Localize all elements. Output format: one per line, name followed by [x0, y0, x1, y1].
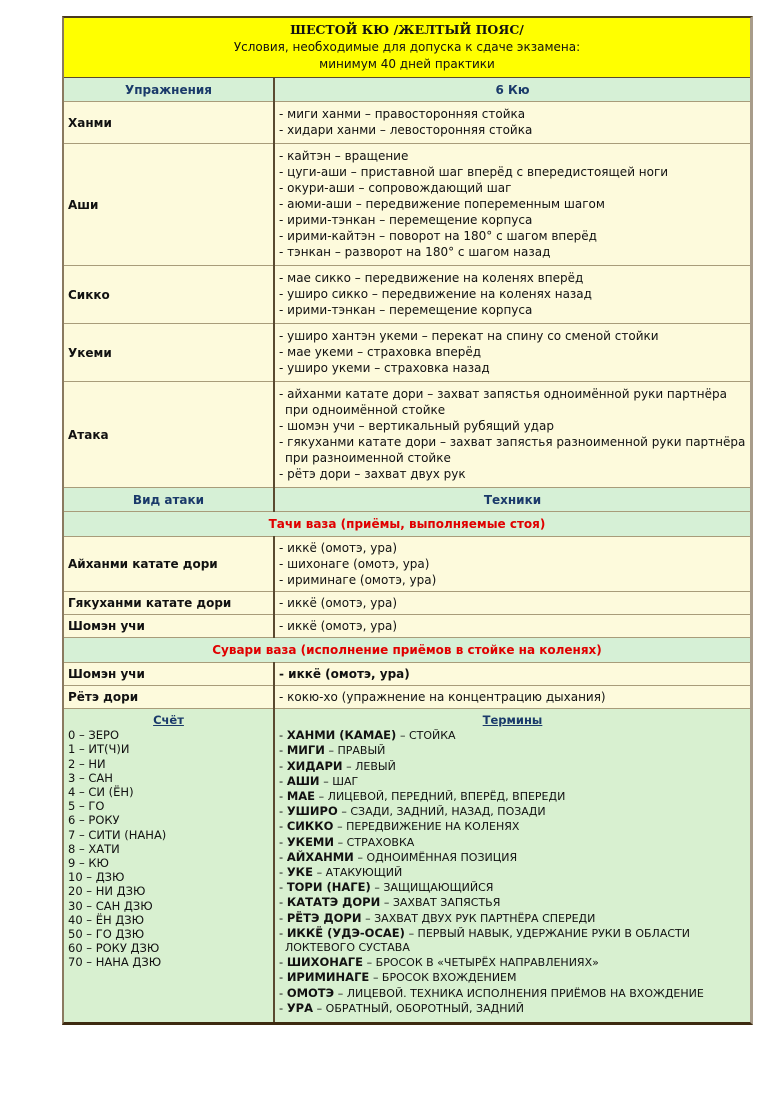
row-label: Атака [64, 382, 274, 488]
term-item: - УШИРО – СЗАДИ, ЗАДНИЙ, НАЗАД, ПОЗАДИ [279, 804, 546, 819]
page-title: ШЕСТОЙ КЮ /ЖЕЛТЫЙ ПОЯС/ [290, 22, 524, 37]
term-name: ХИДАРИ [286, 758, 343, 773]
term-definition: – СТОЙКА [399, 729, 456, 743]
count-item: 30 – САН ДЗЮ [68, 898, 153, 913]
list-item: - шомэн учи – вертикальный рубящий удар [279, 419, 554, 433]
row-items [274, 686, 750, 709]
term-item: - ИРИМИНАГЕ – БРОСОК ВХОЖДЕНИЕМ [279, 970, 517, 985]
list-item: - гякуханми катате дори – захват запястья разноименной руки партнёра [279, 435, 746, 449]
term-item: - ОМОТЭ – ЛИЦЕВОЙ. ТЕХНИКА ИСПОЛНЕНИЯ ПРИЁМОВ НА ВХОЖДЕНИЕ [279, 985, 704, 1000]
term-definition: – АТАКУЮЩИЙ [316, 866, 403, 880]
term-name: КАТАТЭ ДОРИ [286, 895, 381, 910]
count-item: 70 – НАНА ДЗЮ [68, 955, 162, 970]
term-name: МАЕ [286, 789, 316, 804]
terms-column [274, 709, 750, 1023]
glossary-row [64, 709, 750, 1023]
count-item: 50 – ГО ДЗЮ [68, 927, 145, 942]
table-row [64, 686, 750, 709]
term-name: УРА [286, 1000, 314, 1015]
table-row [64, 382, 750, 488]
list-item: - ириминаге (омотэ, ура) [279, 573, 437, 587]
row-items [274, 537, 750, 592]
table-row [64, 592, 750, 615]
count-item: 0 – ЗЕРО [68, 728, 120, 743]
term-name: ШИХОНАГЕ [286, 955, 363, 970]
list-item: - айханми катате дори – захват запястья одноимённой руки партнёра [279, 387, 727, 401]
count-item: 9 – КЮ [68, 856, 109, 871]
term-item: - УКЕМИ – СТРАХОВКА [279, 834, 415, 849]
term-item: - КАТАТЭ ДОРИ – ЗАХВАТ ЗАПЯСТЬЯ [279, 895, 501, 910]
table-row [64, 615, 750, 638]
techniques-header-row-right: Техники [274, 488, 750, 512]
list-item: - хидари ханми – левосторонняя стойка [279, 123, 533, 137]
term-name: РЁТЭ ДОРИ [286, 910, 362, 925]
list-item: - иккё (омотэ, ура) [279, 667, 410, 681]
list-item: - ирими-кайтэн – поворот на 180° с шагом вперёд [279, 229, 597, 243]
row-label: Ханми [64, 102, 274, 144]
list-item: - тэнкан – разворот на 180° с шагом назад [279, 245, 551, 259]
term-name: ХАНМИ (КАМАЕ) [286, 728, 397, 743]
term-name: УКЕ [286, 865, 313, 880]
term-item: - ИККЁ (УДЭ-ОСАЕ) – ПЕРВЫЙ НАВЫК, УДЕРЖАНИЕ РУКИ В ОБЛАСТИ [279, 925, 690, 940]
term-continuation: ЛОКТЕВОГО СУСТАВА [285, 941, 410, 955]
row-items [274, 266, 750, 324]
table-row [64, 324, 750, 382]
row-label: Сикко [64, 266, 274, 324]
count-column [64, 709, 274, 1023]
terms-title: Термины [482, 713, 543, 727]
row-label: Укеми [64, 324, 274, 382]
term-definition: – ЛИЦЕВОЙ. ТЕХНИКА ИСПОЛНЕНИЯ ПРИЁМОВ НА ВХОЖДЕНИЕ [337, 986, 704, 1000]
list-item: при разноименной стойке [285, 451, 451, 465]
list-item: - кайтэн – вращение [279, 149, 409, 163]
table-row [64, 266, 750, 324]
row-label: Шомэн учи [64, 663, 274, 686]
count-item: 8 – ХАТИ [68, 841, 120, 856]
table-row [64, 144, 750, 266]
section-title: Тачи ваза (приёмы, выполняемые стоя) [64, 512, 750, 537]
list-item: - кокю-хо (упражнение на концентрацию дыхания) [279, 690, 606, 704]
list-item: - ирими-тэнкан – перемещение корпуса [279, 303, 533, 317]
count-item: 2 – НИ [68, 756, 106, 771]
list-item: - иккё (омотэ, ура) [279, 596, 398, 610]
suwari-waza-section [64, 638, 750, 663]
count-item: 60 – РОКУ ДЗЮ [68, 941, 160, 956]
table-row [64, 537, 750, 592]
term-name: АШИ [286, 773, 320, 788]
count-item: 20 – НИ ДЗЮ [68, 884, 146, 899]
subtitle-line-1: Условия, необходимые для допуска к сдаче экзамена: [233, 40, 581, 54]
row-label: Айханми катате дори [64, 537, 274, 592]
term-item: - УКЕ – АТАКУЮЩИЙ [279, 865, 403, 880]
term-definition: – ПЕРВЫЙ НАВЫК, УДЕРЖАНИЕ РУКИ В ОБЛАСТИ [408, 926, 690, 940]
exercises-header-row [64, 78, 750, 102]
term-item: - РЁТЭ ДОРИ – ЗАХВАТ ДВУХ РУК ПАРТНЁРА СПЕРЕДИ [279, 910, 596, 925]
count-title: Счёт [153, 713, 184, 727]
term-definition: – ЗАХВАТ ДВУХ РУК ПАРТНЁРА СПЕРЕДИ [365, 911, 596, 925]
term-item: - ТОРИ (НАГЕ) – ЗАЩИЩАЮЩИЙСЯ [279, 880, 494, 895]
term-name: ОМОТЭ [286, 985, 335, 1000]
row-label: Гякуханми катате дори [64, 592, 274, 615]
count-item: 7 – СИТИ (НАНА) [68, 827, 167, 842]
term-name: СИККО [286, 819, 334, 834]
term-item: - МИГИ – ПРАВЫЙ [279, 743, 386, 758]
term-definition: – БРОСОК В «ЧЕТЫРЁХ НАПРАВЛЕНИЯХ» [366, 956, 599, 970]
term-definition: – ПЕРЕДВИЖЕНИЕ НА КОЛЕНЯХ [337, 820, 520, 834]
term-name: УШИРО [286, 804, 338, 819]
term-name: АЙХАНМИ [286, 849, 354, 864]
list-item: - шихонаге (омотэ, ура) [279, 557, 430, 571]
tachi-waza-section [64, 512, 750, 537]
list-item: - уширо укеми – страховка назад [279, 361, 490, 375]
section-title: Сувари ваза (исполнение приёмов в стойке на коленях) [64, 638, 750, 663]
term-name: МИГИ [286, 743, 325, 758]
row-label: Рётэ дори [64, 686, 274, 709]
row-items [274, 102, 750, 144]
requirements-table [64, 18, 750, 1022]
count-item: 6 – РОКУ [68, 813, 120, 828]
row-items [274, 382, 750, 488]
row-items [274, 144, 750, 266]
count-item: 10 – ДЗЮ [68, 870, 125, 885]
count-item: 3 – САН [68, 770, 113, 785]
term-definition: – СЗАДИ, ЗАДНИЙ, НАЗАД, ПОЗАДИ [341, 805, 546, 819]
row-items [274, 592, 750, 615]
term-item: - УРА – ОБРАТНЫЙ, ОБОРОТНЫЙ, ЗАДНИЙ [279, 1000, 524, 1015]
list-item: - уширо хантэн укеми – перекат на спину со сменой стойки [279, 329, 659, 343]
exam-requirements-sheet [62, 16, 753, 1025]
term-definition: – СТРАХОВКА [337, 835, 415, 849]
count-item: 5 – ГО [68, 799, 105, 814]
term-definition: – ОДНОИМЁННАЯ ПОЗИЦИЯ [357, 850, 518, 864]
exercises-header-left: Упражнения [64, 78, 274, 102]
row-label: Аши [64, 144, 274, 266]
count-item: 1 – ИТ(Ч)И [68, 742, 130, 757]
term-item: - МАЕ – ЛИЦЕВОЙ, ПЕРЕДНИЙ, ВПЕРЁД, ВПЕРЕДИ [279, 789, 566, 804]
list-item: - цуги-аши – приставной шаг вперёд с впередистоящей ноги [279, 165, 669, 179]
list-item: - рётэ дори – захват двух рук [279, 467, 466, 481]
list-item: - ирими-тэнкан – перемещение корпуса [279, 213, 533, 227]
subtitle-line-2: минимум 40 дней практики [319, 57, 495, 71]
table-row [64, 102, 750, 144]
term-definition: – БРОСОК ВХОЖДЕНИЕМ [372, 971, 517, 985]
term-definition: – ЛЕВЫЙ [346, 759, 396, 773]
term-name: УКЕМИ [286, 834, 335, 849]
list-item: - иккё (омотэ, ура) [279, 541, 398, 555]
term-item: - ШИХОНАГЕ – БРОСОК В «ЧЕТЫРЁХ НАПРАВЛЕНИЯХ» [279, 955, 599, 970]
term-item: - ХАНМИ (КАМАЕ) – СТОЙКА [279, 728, 456, 743]
count-item: 40 – ЁН ДЗЮ [68, 912, 145, 927]
term-name: ИРИМИНАГЕ [286, 970, 370, 985]
term-definition: – ЗАЩИЩАЮЩИЙСЯ [374, 881, 494, 895]
row-items [274, 663, 750, 686]
term-item: - СИККО – ПЕРЕДВИЖЕНИЕ НА КОЛЕНЯХ [279, 819, 520, 834]
list-item: - уширо сикко – передвижение на коленях назад [279, 287, 592, 301]
row-items [274, 615, 750, 638]
list-item: - аюми-аши – передвижение попеременным шагом [279, 197, 605, 211]
title-cell [64, 18, 750, 78]
count-item: 4 – СИ (ЁН) [68, 785, 134, 800]
term-name: ИККЁ (УДЭ-ОСАЕ) [286, 925, 405, 940]
term-item: - АЙХАНМИ – ОДНОИМЁННАЯ ПОЗИЦИЯ [279, 849, 518, 864]
term-item: - АШИ – ШАГ [279, 773, 359, 788]
list-item: - иккё (омотэ, ура) [279, 619, 398, 633]
techniques-header-row [64, 488, 750, 512]
term-definition: – ЗАХВАТ ЗАПЯСТЬЯ [383, 896, 501, 910]
list-item: - миги ханми – правосторонняя стойка [279, 107, 526, 121]
list-item: при одноимённой стойке [285, 403, 446, 417]
list-item: - мае сикко – передвижение на коленях вперёд [279, 271, 584, 285]
exercises-header-right: 6 Кю [274, 78, 750, 102]
term-definition: – ПРАВЫЙ [328, 744, 386, 758]
row-items [274, 324, 750, 382]
title-row [64, 18, 750, 78]
term-definition: – ОБРАТНЫЙ, ОБОРОТНЫЙ, ЗАДНИЙ [316, 1001, 524, 1015]
list-item: - окури-аши – сопровождающий шаг [279, 181, 512, 195]
techniques-header-row-left: Вид атаки [64, 488, 274, 512]
table-row [64, 663, 750, 686]
term-definition: – ШАГ [323, 774, 359, 788]
term-definition: – ЛИЦЕВОЙ, ПЕРЕДНИЙ, ВПЕРЁД, ВПЕРЕДИ [318, 790, 566, 804]
term-item: - ХИДАРИ – ЛЕВЫЙ [279, 758, 396, 773]
list-item: - мае укеми – страховка вперёд [279, 345, 482, 359]
row-label: Шомэн учи [64, 615, 274, 638]
term-name: ТОРИ (НАГЕ) [286, 880, 371, 895]
